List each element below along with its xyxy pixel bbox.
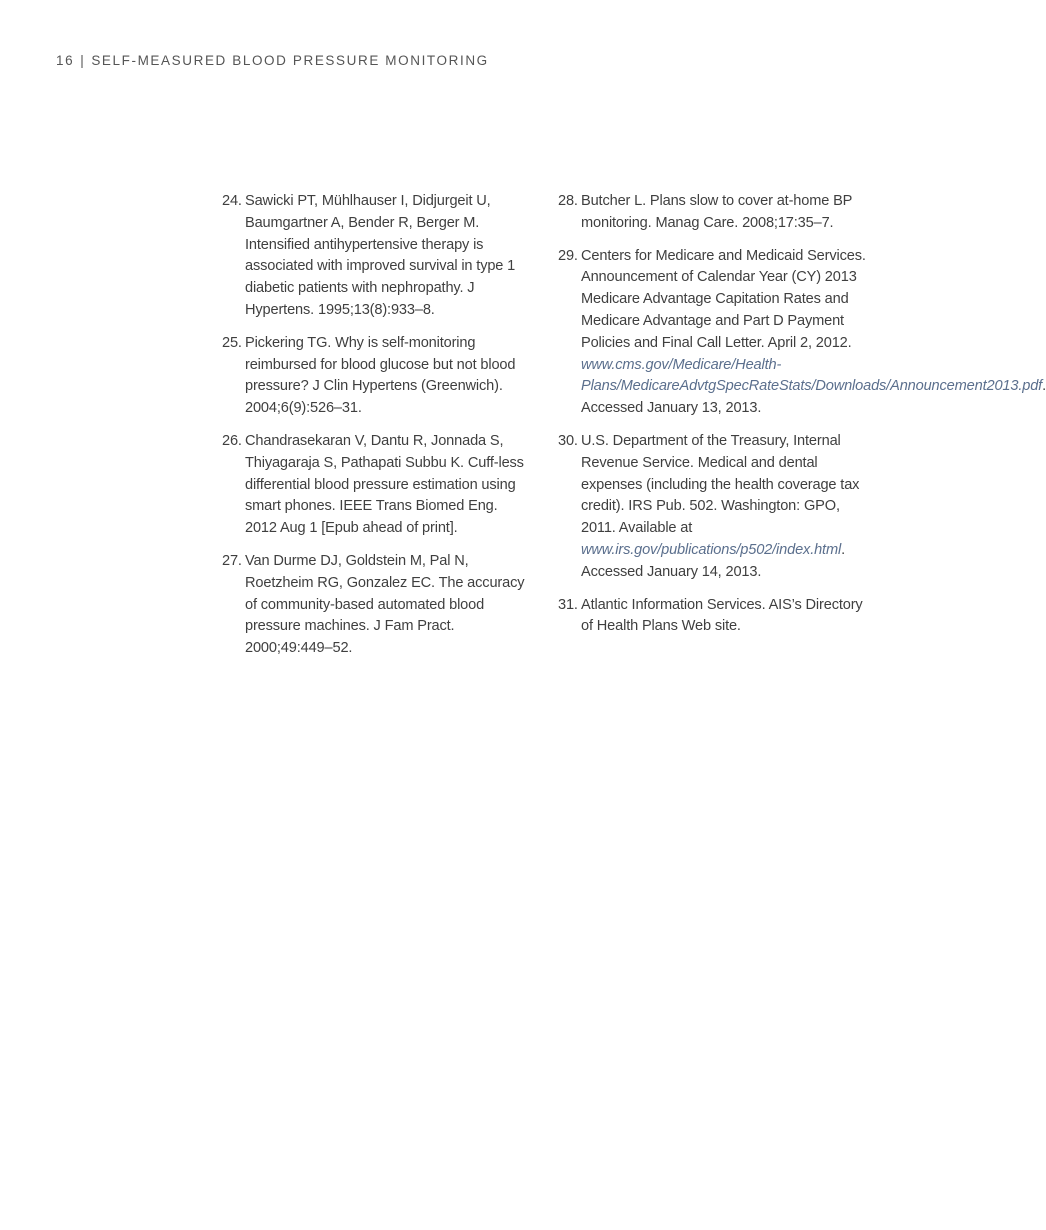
running-title: SELF-MEASURED BLOOD PRESSURE MONITORING	[91, 53, 489, 68]
reference-item	[222, 551, 532, 660]
reference-item	[558, 431, 870, 584]
reference-number: 28.	[558, 193, 578, 209]
reference-text: Sawicki PT, Mühlhauser I, Didjurgeit U, Baumgartner A, Bender R, Berger M. Intensified antihypertensive therapy is associated with improved survival in type 1 diabetic patients with nephropathy. J Hypertens. 1995;13(8):933–8.	[245, 193, 516, 318]
references-column-right	[558, 191, 1046, 649]
reference-number: 25.	[222, 334, 242, 351]
reference-link[interactable]: www.irs.gov/publications/p502/index.html	[581, 541, 842, 558]
reference-text: Chandrasekaran V, Dantu R, Jonnada S, Thiyagaraja S, Pathapati Subbu K. Cuff-less differential blood pressure estimation using smart phones. IEEE Trans Biomed Eng. 2012 Aug 1 [Epub ahead of print].	[245, 432, 524, 537]
reference-access-note: . Accessed January 13, 2013.	[581, 378, 1046, 417]
reference-item	[558, 595, 870, 639]
references-column-left	[222, 191, 532, 671]
reference-text: Centers for Medicare and Medicaid Services. Announcement of Calendar Year (CY) 2013 Medicare Advantage Capitation Rates and Medicare Advantage and Part D Payment Policies and Final Call Letter. April 2, 2012.	[581, 247, 866, 351]
reference-number: 26.	[222, 432, 242, 449]
reference-number: 27.	[222, 552, 242, 569]
reference-text: Atlantic Information Services. AIS’s Directory of Health Plans Web site.	[581, 596, 863, 635]
reference-item	[222, 333, 532, 420]
reference-link[interactable]: www.cms.gov/Medicare/Health-Plans/MedicareAdvtgSpecRateStats/Downloads/Announcement2013.pdf	[581, 356, 1043, 395]
reference-number: 31.	[558, 596, 578, 613]
reference-text: Butcher L. Plans slow to cover at-home BP monitoring. Manag Care. 2008;17:35–7.	[581, 193, 852, 231]
reference-item	[222, 431, 532, 540]
reference-text: Pickering TG. Why is self-monitoring reimbursed for blood glucose but not blood pressure? J Clin Hypertens (Greenwich). 2004;6(9):526–31.	[245, 334, 516, 417]
reference-text: U.S. Department of the Treasury, Internal Revenue Service. Medical and dental expenses (including the health coverage tax credit). IRS Pub. 502. Washington: GPO, 2011. Available at	[581, 432, 860, 537]
running-header	[56, 53, 489, 68]
page-number: 16	[56, 53, 75, 68]
reference-text: Van Durme DJ, Goldstein M, Pal N, Roetzheim RG, Gonzalez EC. The accuracy of community-based automated blood pressure machines. J Fam Pract. 2000;49:449–52.	[245, 552, 525, 657]
reference-number: 24.	[222, 193, 242, 209]
reference-item	[222, 191, 532, 322]
reference-item	[558, 191, 870, 235]
reference-number: 30.	[558, 432, 578, 449]
reference-number: 29.	[558, 247, 578, 264]
reference-item	[558, 246, 1046, 420]
header-separator: |	[80, 53, 86, 68]
reference-access-note: . Accessed January 14, 2013.	[581, 541, 845, 580]
